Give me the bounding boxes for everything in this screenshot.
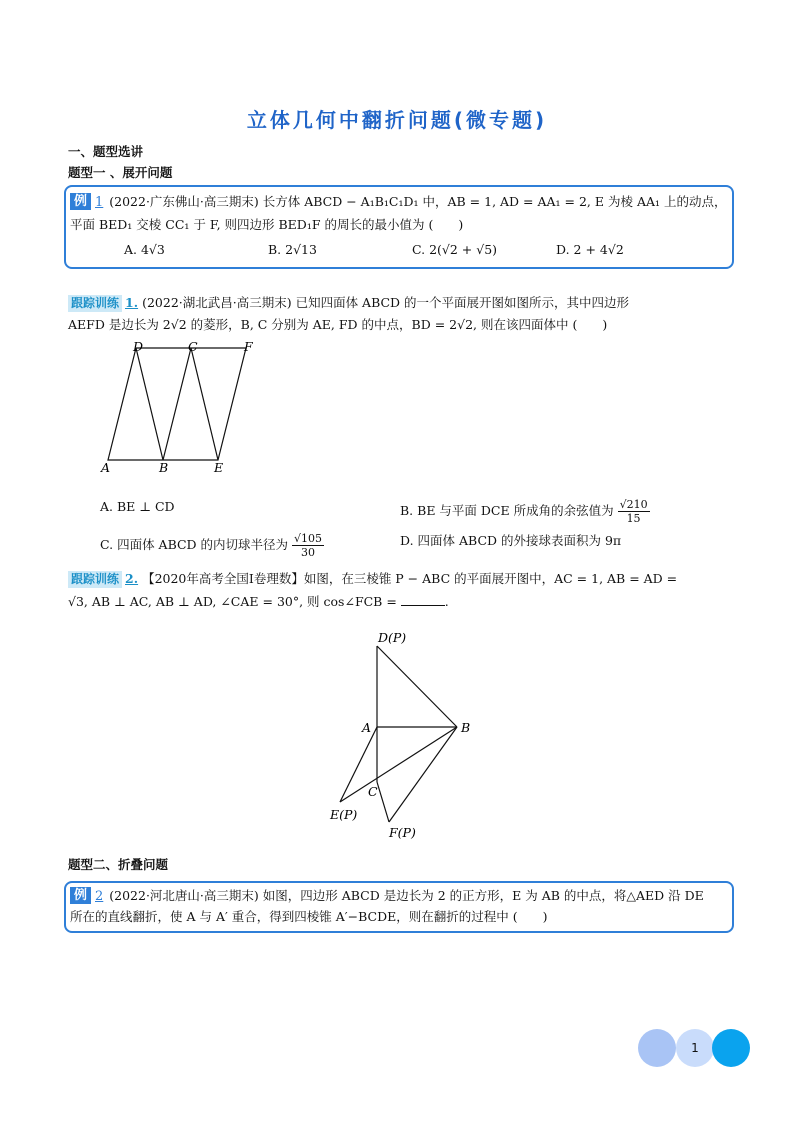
option-b-numerator: √210: [619, 498, 648, 511]
label-f: F: [244, 339, 253, 354]
practice-1-text-1: (2022·湖北武昌·高三期末) 已知四面体 ABCD 的一个平面展开图如图所示，其中四边形: [142, 295, 630, 310]
edge-e-b: [340, 727, 457, 802]
rhombus-net-figure: [96, 336, 266, 476]
practice-number: 1.: [125, 295, 139, 310]
label-d: D: [133, 339, 144, 354]
option-c-denominator: 30: [301, 546, 316, 559]
example-2-line-2: 所在的直线翻折，使 A 与 A′ 重合，得到四棱锥 A′−BCDE，则在翻折的过程中 ( ): [70, 909, 548, 924]
example-number: 2: [95, 889, 104, 904]
edge-d-b: [377, 646, 457, 727]
example-1-line-1: [70, 193, 727, 212]
option-c: C. 2(√2 + √5): [412, 242, 498, 257]
answer-blank: [401, 593, 445, 606]
example-2-line-1: [70, 887, 704, 906]
page-title: 立体几何中翻折问题(微专题): [246, 108, 548, 132]
option-c-text: C. 四面体 ABCD 的内切球半径为: [100, 537, 289, 552]
option-c-fraction: [292, 532, 324, 559]
label-e: E: [214, 460, 224, 475]
label-c: C: [188, 339, 198, 354]
practice-1-line-1: [68, 294, 629, 312]
section-heading: 一、题型选讲: [68, 144, 144, 159]
practice-2-text-1: 【2020年高考全国Ⅰ卷理数】如图，在三棱锥 P − ABC 的平面展开图中，AC = 1, AB = AD =: [142, 571, 678, 586]
edge-c-f: [377, 782, 389, 822]
period: .: [444, 594, 449, 609]
example-1-line-2: 平面 BED₁ 交棱 CC₁ 于 F, 则四边形 BED₁F 的周长的最小值为 ( ): [70, 217, 464, 232]
page-circle-right: [712, 1029, 750, 1067]
practice-1-option-b: [400, 498, 650, 525]
label-f-p: F(P): [389, 825, 416, 840]
net-zigzag: [136, 348, 218, 460]
practice-1-option-d: D. 四面体 ABCD 的外接球表面积为 9π: [400, 533, 622, 548]
problem-type-heading-2: 题型二、折叠问题: [68, 857, 169, 872]
option-b-text: B. BE 与平面 DCE 所成角的余弦值为: [400, 503, 614, 518]
label-a: A: [101, 460, 111, 475]
problem-type-heading: 题型一 、展开问题: [68, 165, 173, 180]
edge-f-b: [389, 727, 457, 822]
practice-number: 2.: [125, 571, 139, 586]
option-c-numerator: √105: [294, 532, 323, 545]
option-b-denominator: 15: [626, 512, 641, 525]
option-a: A. 4√3: [124, 242, 165, 257]
page-number: 1: [676, 1029, 714, 1067]
option-b: B. 2√13: [268, 242, 317, 257]
option-d: D. 2 + 4√2: [556, 242, 624, 257]
label-b: B: [159, 460, 169, 475]
practice-1-option-c: [100, 532, 324, 559]
practice-1-option-a: A. BE ⊥ CD: [100, 499, 175, 514]
example-2-text-1: (2022·河北唐山·高三期末) 如图，四边形 ABCD 是边长为 2 的正方形，E 为 AB 的中点，将△AED 沿 DE: [109, 888, 704, 903]
pyramid-net-figure: [320, 626, 500, 848]
label-d-p: D(P): [378, 630, 407, 645]
page-circle-left: [638, 1029, 676, 1067]
example-1-text-1: (2022·广东佛山·高三期末) 长方体 ABCD − A₁B₁C₁D₁ 中，AB = 1, AD = AA₁ = 2, E 为棱 AA₁ 上的动点，: [109, 194, 727, 209]
practice-2-text-2: √3, AB ⊥ AC, AB ⊥ AD, ∠CAE = 30°, 则 cos∠FCB =: [68, 594, 397, 609]
example-2-box: [64, 881, 734, 933]
option-b-fraction: [618, 498, 650, 525]
label-b: B: [461, 720, 471, 735]
practice-tag: 跟踪训练: [68, 295, 122, 312]
example-tag: 例: [70, 887, 91, 904]
label-c: C: [368, 784, 378, 799]
example-number: 1: [95, 195, 104, 210]
practice-1-line-2: AEFD 是边长为 2√2 的菱形，B, C 分别为 AE, FD 的中点，BD = 2√2, 则在该四面体中 ( ): [68, 317, 608, 332]
label-a: A: [362, 720, 372, 735]
label-e-p: E(P): [330, 807, 358, 822]
practice-2-line-2: [68, 593, 449, 611]
example-tag: 例: [70, 193, 91, 210]
example-1-box: [64, 185, 734, 269]
practice-tag: 跟踪训练: [68, 571, 122, 588]
practice-2-line-1: [68, 570, 677, 588]
